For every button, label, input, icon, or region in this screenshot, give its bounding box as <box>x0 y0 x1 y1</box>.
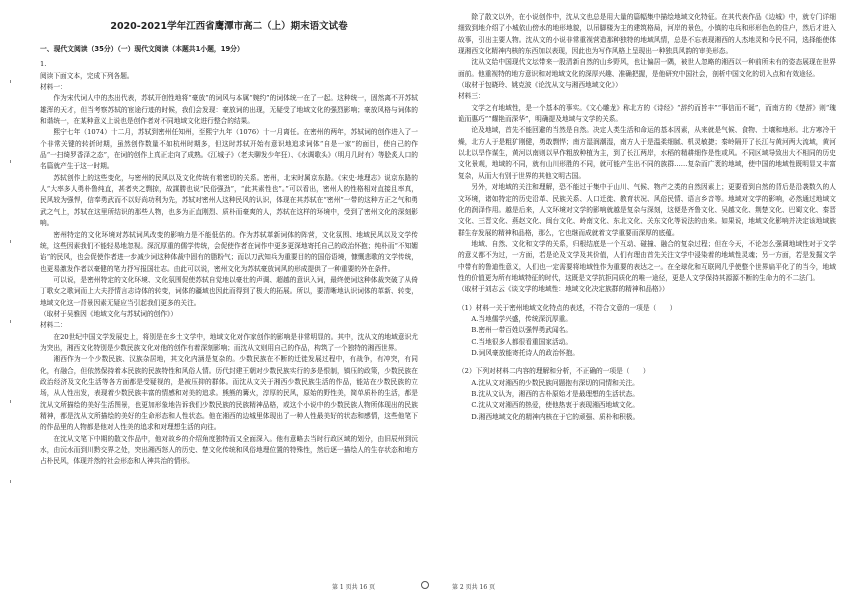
page-number-right: 第 2 页共 16 页 <box>452 584 496 591</box>
paragraph: 作为宋代词人中的杰出代表，苏轼开创性地将“豪放”的词风与本属“婉约”的词体统一在了一起。这种统一，固然离不开苏轼雄浑的天才，但当考察苏轼的宦途行迹的时候，我们会发现：豪放词的出现，无疑受了地域文化的强烈影响；豪放风格与词体的和谐统一，在某种意义上说也是创作者对不同地域文化进行整合的结果。 <box>40 94 418 126</box>
page-number-left: 第 1 页共 16 页 <box>332 584 376 591</box>
left-column <box>40 44 418 468</box>
instruction: 阅读下面文本，完成下列各题。 <box>40 71 134 80</box>
material-one-label: 材料一： <box>40 83 67 92</box>
question-2-option-b: B.沈从文认为，湘西的古朴原始才是最理想的生活状态。 <box>471 390 639 398</box>
paragraph: 文学之有地域性，是一个基本的事实。《文心雕龙》称北方的《诗经》“辞约而旨丰”“事信而不诞”，而南方的《楚辞》则“瑰诡而惠巧”“耀艳而深华”，明确提及地域与文学的关系。 <box>458 103 836 124</box>
question-2-option-d: D.湘西地域文化的精神内核在于它的顽强、质朴和积极。 <box>471 412 640 421</box>
binding-circle-icon <box>421 581 429 589</box>
paragraph: 熙宁七年（1074）十二月，苏轼到密州任知州，至熙宁九年（1076）十一月离任。在密州的两年，苏轼词的创作进入了一个非常关键的转折时期，虽然创作数量不如杭州时期多，但这时苏轼开始有意识地追求词体“自是一家”的面目，使自己的作品“一扫绮罗香泽之态”，在词的创作上真正走向了成熟。《江城子》（老夫聊发少年狂）、《水调歌头》（明月几时有）等脍炙人口的名篇就产生于这一时期。 <box>40 128 418 171</box>
question-1-option-c: C.当地很多人都很看重国家活动。 <box>471 337 573 346</box>
paragraph: 地域、自然、文化和文学的关系，归根结底是一个互动、碰撞、融合的复杂过程；但在今天，不论怎么强调地域性对于文学的意义都不为过，一方面，若是论及文学及其价值，人们有理由首先关注文学中浸染着的地域性灵魂；另一方面，若是发掘文学中带有的鲁迪性意义，人们也一定需要将地域性作为重要的表达之一。在全球化和互联网几乎使整个世界扁平化了的当今，地域性的价值更为所有地域特征的时代，这既是文学抗拒同质化的唯一途径，更是人文学保持其源源不断的生命力的不二法门。 <box>458 239 836 282</box>
binding-margin <box>6 0 16 608</box>
paragraph: 苏轼创作上的这些变化，与密州的民风以及文化传统有着密切的关系。密州，北宋时属京东路。《宋史·地理志》说京东路的人“大率多人勇朴鲁纯直，甚者夹之剽掠，故謀勝也说“民俗强劲”，“此其素性也”。”可以看出，密州人的性格相对直接且率真，民风较为强悍，信奉勇武而不以好尚功利为先，苏轼对密州人这种民风的认识，体现在其苏轼在“密州”一带的这种方正之气和勇武之气上，苏轼在这里所结识的那些人物，也多为正直刚烈、质朴而豪爽的人，苏轼在这样的环境中，受到了密州文化的深刻影响。 <box>40 173 418 228</box>
question-1-option-d: D.词风豪放能寄托诗人的政治怀抱。 <box>471 348 579 357</box>
question-number: 1. <box>40 60 47 69</box>
question-1-option-a: A.当地儒学兴盛，传统深沉厚重。 <box>471 314 572 323</box>
paragraph: 密州特定的文化环境对苏轼词风改变的影响力是不能低估的。作为苏轼革新词体的阵营，文化氛围、地域民风以及文学传统，这些因素我们不能轻易地忽视。深沉厚重的儒学传统，会促使作者在词作中更多更深地寄托自己的政治怀抱；纯朴而“不知媚谄”的民风，也会促使作者进一步减少词这种体裁中固有的脂粉气；而以刀武知兵为重要目的的国俗语境，慷慨悲歌的文学传统，也更易激发作者以豪健的笔力抒写报国壮志。由此可以说，密州文化为苏轼豪放词风的形成提供了一种重要的外在条件。 <box>40 230 418 273</box>
paragraph: 湘西作为一个少数民族、汉族杂居地，其文化内涵是复杂的。少数民族在不断的迁徙发展过程中，有战争，有冲突，有同化，有融合，但依然保持着本民族的民族特性和风俗人情。历代封建王朝对少数民族实行的多是恨制，镇压的政策，少数民族在政治经济及文化生活等各方面都是受疑视的，是被压抑的群体。而沈从文关于湘西少数民族生活的作品，能站在少数民族的立场，从人性出发，表现着少数民族丰富的情感和对美的追求。熊熊的篝火，淳厚的民风，原始的野性美，简单质朴的生活，都是沈从文所描绘的美好生活图景，也更加形象地告诉我们少数民族的民族精神品格，或这个小说中的少数民族人物所体现出的民族精神，都是沈从文所描绘的美好的生命形态和人性状态。他在湘西的边城里体现出了一种人性最美好的状态和感情，这些他笔下的作品里的人物都是他对人性美的追求和对理想生活的向往。 <box>40 355 418 432</box>
paragraph: 除了散文以外，在小说创作中，沈从文也总是用大量的篇幅集中描绘地域文化特征。在其代表作品《边城》中，就专门详细细致到地介绍了小城依山傍水的地形地貌，以吊脚楼为主的建筑格局，河岸的景色，小镇的屯兵和形形色色的住户，然后才进入故事，引出主要人物。沈从文的小说非常重视营造那种独特的地域风情，总是不忘表现湘西的人杰地灵和今民不同，选择能使体现湘西文化精神内核的东西加以表现，因此也为写作风格上呈现出一种独具风韵的审美形态。 <box>458 13 836 56</box>
paragraph: 沈从文给中国现代文坛带来一股清新自然的山乡野风，也让偏居一隅，被世人忽略的湘西以一种前所未有的姿态展现在世界面前。他重视特的地方意识和对地域文化的深厚兴趣、准确把握，是他研究中国社会，剖析中国文化的切入点和有效途径。 <box>458 58 836 78</box>
source-citation: （取材于吴雅因《地域文化与苏轼词的创作》） <box>40 309 178 318</box>
paragraph: 在20世纪中国文学发展史上，将别是在乡土文学中，地域文化对作家创作的影响是非常明显的。其中，沈从文的地域意识尤为突出，湘西文化特别是少数民族文化对他的创作有着深刻影响；而沈从文则用自己的作品，构筑了一个独特的湘西世界。 <box>40 332 418 352</box>
paragraph: 另外，对地域的关注和理解，恐不能过于集中于山川、气候、物产之类的自然因素上；更要看到自然的背后是沿袭数久的人文环境，诸如特定的历史沿革、民族关系、人口迁徙、教育状况、风俗民情、语言乡音等。地域对文学的影响，必然通过地域文化的润泽作用。越是后来，人文环境对文学的影响就越是复杂与深刻，这便是齐鲁文化、吴越文化、荆楚文化、巴蜀文化、秦晋文化、三晋文化、燕赵文化、闽台文化、岭南文化、东北文化、关东文化等说法的由来。如果说，地域文化影响并决定该地域族群生存发展的精神和品格，那么，它也继而成就着文学重要而深厚的底蕴。 <box>458 183 836 237</box>
question-2-option-c: C.沈从文对湘西的热爱，使他热衷于表现湘西地域文化。 <box>471 401 639 410</box>
right-column <box>458 12 836 423</box>
question-1-option-b: B.密州一带百姓以强悍勇武闻名。 <box>471 326 573 335</box>
question-2-option-a: A.沈从文对湘西的少数民族问题抱有深切的同情和关注。 <box>471 378 639 387</box>
exam-title: 2020-2021学年江西省鹰潭市高二（上）期末语文试卷 <box>110 21 348 32</box>
paragraph: 论及地域，首先不能回避的当然是自然。决定人类生活和命运的基本因素，从来就是气候、食物、土壤和地形。北方寒冷干燥，北方人于是粗犷刚健，勇敢剽悍；南方湿润潮湿，南方人于是温柔细腻、机灵敏捷；秦岭隔开了长江与黄河两大流域，黄河以北以旱作谋生，黄河以南则以早作粗放种植为主，到了长江两岸，水稻的精耕细作是性或风。不同区域导致出大不相同的历史文化景观，地域的不同，就有山川形胜的不同，就可能产生出不同的族群……复杂而广袤的地域，使中国的地域性既明显又丰富复杂，从而大有别于世界的其他文明古国。 <box>458 126 836 180</box>
question-2-stem: （2）下列对材料二内容的理解和分析，不正确的一项是（ ） <box>458 367 650 376</box>
source-citation: （取材于刘志云《谈文学的地域性：地域文化决定族群的精神和品格》） <box>458 285 669 294</box>
paragraph: 可以说，是密州特定的文化环境、文化氛围促使苏轼自觉地以豪壮的声调、超越的意识入词，最终使词这种体裁突破了从倚丁歌女之歌词而上大夫抒情言志诗体的转变，词体的疆域也因此而得到了极大的拓展。所以，要清晰地认识词体的革新、转变，地域文化这一背景因素无疑应当引起我们更多的关注。 <box>40 275 418 307</box>
source-citation: （取材于包晓玲、姚克波《论沈从文与湘西地域文化》） <box>458 81 622 90</box>
question-1-stem: （1）材料一关于密州地域文化特点的表述，不符合文意的一项是（ ） <box>458 303 677 312</box>
section-heading: 一、现代文阅读（35分）（一）现代文阅读（本题共1小题，19分） <box>40 45 244 53</box>
material-three-label: 材料三： <box>458 92 485 101</box>
material-two-label: 材料二： <box>40 321 67 330</box>
paragraph: 在沈从文笔下中期的散文作品中，他对故乡的介绍角度独特而又全面深入。他有意略去当时行政区域的划分，由旧辰州到沅水，由沅水而到川黔交界之处，突出湘西怒人的历史、楚文化传统和风俗地理位置的特殊性，然后逐一描绘人的生存状态和地方占朴民风，体现并然的社会形态和人神共治的情形。 <box>40 434 418 466</box>
